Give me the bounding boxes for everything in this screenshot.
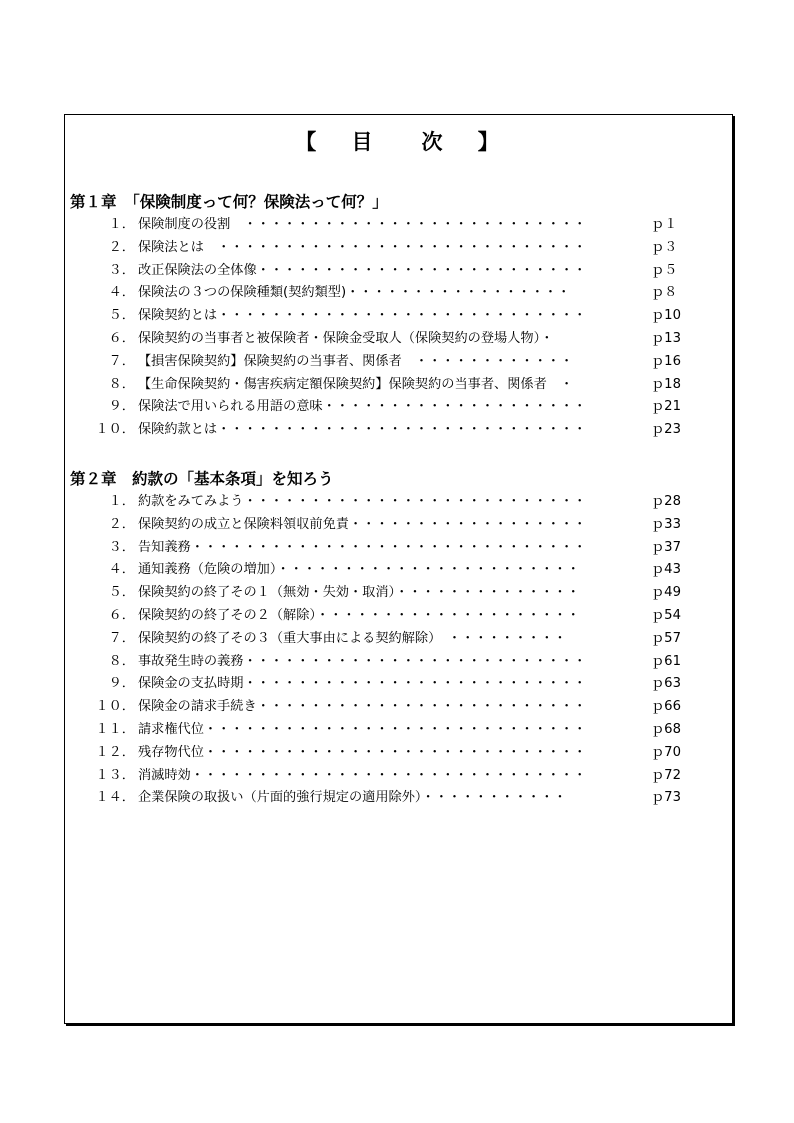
toc-entry-page: ｐ73 bbox=[651, 790, 681, 806]
toc-entry bbox=[70, 651, 690, 674]
toc-entry-page: ｐ23 bbox=[651, 422, 681, 438]
toc-entry bbox=[70, 260, 690, 283]
toc-entry-label: 保険契約の成立と保険料領収前免責・・・・・・・・・・・・・・・・・・ bbox=[138, 516, 587, 532]
toc-entry-num: １１． bbox=[95, 721, 135, 737]
toc-entry-label: 通知義務（危険の増加）・・・・・・・・・・・・・・・・・・・・・・・ bbox=[138, 562, 580, 578]
toc-entry-label: 保険制度の役割 ・・・・・・・・・・・・・・・・・・・・・・・・・・ bbox=[138, 217, 587, 232]
toc-entry-page: ｐ16 bbox=[651, 353, 681, 369]
toc-entry-num: １０． bbox=[95, 699, 135, 715]
toc-entry-num: ５． bbox=[108, 308, 135, 324]
toc-entry-label: 企業保険の取扱い（片面的強行規定の適用除外）・・・・・・・・・・・ bbox=[138, 790, 567, 806]
toc-entry-page: ｐ37 bbox=[651, 539, 681, 555]
toc-entry bbox=[70, 559, 690, 582]
toc-entry-num: ５． bbox=[108, 585, 135, 601]
toc-entry bbox=[70, 491, 690, 514]
toc-entry-page: ｐ28 bbox=[651, 494, 681, 509]
toc-entry-page: ｐ72 bbox=[651, 767, 681, 783]
toc-entry-num: ９． bbox=[108, 676, 135, 692]
toc-entry bbox=[70, 351, 690, 374]
toc-entry-num: ４． bbox=[108, 285, 135, 301]
toc-entry-num: ８． bbox=[108, 653, 135, 669]
toc-entry-num: １． bbox=[108, 494, 135, 509]
toc-entry-page: ｐ43 bbox=[651, 562, 681, 578]
toc-entry-label: 保険契約とは・・・・・・・・・・・・・・・・・・・・・・・・・・・・ bbox=[138, 308, 587, 324]
toc-entry-num: ６． bbox=[108, 330, 135, 346]
toc-entry-num: １２． bbox=[95, 744, 135, 760]
toc-entry-page: ｐ33 bbox=[651, 516, 681, 532]
toc-entry-page: ｐ68 bbox=[651, 721, 681, 737]
toc-entry-num: ７． bbox=[108, 630, 135, 646]
toc-entry bbox=[70, 742, 690, 765]
toc-entry-page: ｐ54 bbox=[651, 607, 681, 623]
toc-entry-num: ７． bbox=[108, 353, 135, 369]
toc-entry bbox=[70, 628, 690, 651]
toc-entry-label: 【生命保険契約・傷害疾病定額保険契約】保険契約の当事者、関係者 ・ bbox=[138, 376, 574, 392]
toc-entry-page: ｐ63 bbox=[651, 676, 681, 692]
toc-entry bbox=[70, 396, 690, 419]
toc-entry-label: 保険契約の終了その３（重大事由による契約解除） ・・・・・・・・・ bbox=[138, 630, 567, 646]
toc-entry-num: ３． bbox=[108, 539, 135, 555]
toc-entry bbox=[70, 374, 690, 397]
toc-entry bbox=[70, 214, 690, 237]
toc-entry-page: ｐ13 bbox=[651, 330, 681, 346]
toc-entry-num: ２． bbox=[108, 516, 135, 532]
toc-entry-page: ｐ10 bbox=[651, 308, 681, 324]
toc-entry bbox=[70, 328, 690, 351]
toc-entry-num: ２． bbox=[108, 239, 135, 255]
toc-entry bbox=[70, 537, 690, 560]
toc-entry bbox=[70, 582, 690, 605]
chapter-heading: 第１章 「保険制度って何？保険法って何？」 bbox=[70, 193, 388, 211]
toc-entry-label: 残存物代位・・・・・・・・・・・・・・・・・・・・・・・・・・・・・ bbox=[138, 744, 587, 760]
toc-entry-num: １． bbox=[108, 217, 135, 232]
toc-entry-page: ｐ57 bbox=[651, 630, 681, 646]
toc-entry-num: １３． bbox=[95, 767, 135, 783]
toc-entry-page: ｐ５ bbox=[651, 262, 678, 278]
toc-entry bbox=[70, 282, 690, 305]
toc-entry-label: 改正保険法の全体像・・・・・・・・・・・・・・・・・・・・・・・・・ bbox=[138, 262, 587, 278]
toc-entry-num: ６． bbox=[108, 607, 135, 623]
toc-entry-page: ｐ49 bbox=[651, 585, 681, 601]
toc-entry-label: 【損害保険契約】保険契約の当事者、関係者 ・・・・・・・・・・・・ bbox=[138, 353, 574, 369]
toc-entry bbox=[70, 419, 690, 442]
toc-entry-num: ９． bbox=[108, 399, 135, 415]
chapter-2 bbox=[70, 467, 690, 810]
toc-entry-page: ｐ21 bbox=[651, 399, 681, 415]
toc-entry-label: 保険金の支払時期・・・・・・・・・・・・・・・・・・・・・・・・・・ bbox=[138, 676, 587, 692]
toc-entry bbox=[70, 305, 690, 328]
toc-entry-num: ３． bbox=[108, 262, 135, 278]
toc-entry-page: ｐ８ bbox=[651, 285, 678, 301]
toc-entry-page: ｐ３ bbox=[651, 239, 678, 255]
toc-entry-page: ｐ１ bbox=[651, 217, 678, 232]
toc-entry bbox=[70, 719, 690, 742]
toc-entry bbox=[70, 237, 690, 260]
chapter-1-entries bbox=[70, 214, 690, 442]
toc-entry-label: 保険金の請求手続き・・・・・・・・・・・・・・・・・・・・・・・・・ bbox=[138, 699, 587, 715]
toc-entry-label: 保険契約の終了その２（解除）・・・・・・・・・・・・・・・・・・・・ bbox=[138, 607, 580, 623]
chapter-heading: 第２章 約款の「基本条項」を知ろう bbox=[70, 470, 334, 488]
toc-entry-label: 保険契約の終了その１（無効・失効・取消）・・・・・・・・・・・・・・ bbox=[138, 585, 580, 601]
toc-entry-num: ８． bbox=[108, 376, 135, 392]
toc-entry-page: ｐ70 bbox=[651, 744, 681, 760]
toc-entry-page: ｐ18 bbox=[651, 376, 681, 392]
toc-entry-label: 保険法の３つの保険種類(契約類型)・・・・・・・・・・・・・・・・・ bbox=[138, 285, 571, 301]
toc-title: 【 目 次 】 bbox=[295, 130, 513, 154]
toc-entry-label: 約款をみてみよう・・・・・・・・・・・・・・・・・・・・・・・・・・ bbox=[138, 494, 587, 509]
toc-entry bbox=[70, 514, 690, 537]
toc-entry bbox=[70, 696, 690, 719]
toc-entry-page: ｐ66 bbox=[651, 699, 681, 715]
toc-entry-page: ｐ61 bbox=[651, 653, 681, 669]
toc-entry-label: 保険法で用いられる用語の意味・・・・・・・・・・・・・・・・・・・・ bbox=[138, 399, 587, 415]
toc-entry-label: 保険法とは ・・・・・・・・・・・・・・・・・・・・・・・・・・・・ bbox=[138, 239, 587, 255]
toc-entry-num: １０． bbox=[95, 422, 135, 438]
toc-entry-label: 保険契約の当事者と被保険者・保険金受取人（保険契約の登場人物）・ bbox=[138, 330, 554, 346]
toc-entry-label: 消滅時効・・・・・・・・・・・・・・・・・・・・・・・・・・・・・・ bbox=[138, 767, 587, 783]
toc-entry-num: ４． bbox=[108, 562, 135, 578]
toc-entry-label: 告知義務・・・・・・・・・・・・・・・・・・・・・・・・・・・・・・ bbox=[138, 539, 587, 555]
toc-entry bbox=[70, 787, 690, 810]
chapter-2-entries bbox=[70, 491, 690, 810]
toc-entry-num: １４． bbox=[95, 790, 135, 806]
toc-entry bbox=[70, 605, 690, 628]
toc-entry-label: 請求権代位・・・・・・・・・・・・・・・・・・・・・・・・・・・・・ bbox=[138, 721, 587, 737]
toc-entry-label: 事故発生時の義務・・・・・・・・・・・・・・・・・・・・・・・・・・ bbox=[138, 653, 587, 669]
toc-entry bbox=[70, 765, 690, 788]
toc-entry-label: 保険約款とは・・・・・・・・・・・・・・・・・・・・・・・・・・・・ bbox=[138, 422, 587, 438]
toc-entry bbox=[70, 673, 690, 696]
chapter-1 bbox=[70, 190, 690, 442]
